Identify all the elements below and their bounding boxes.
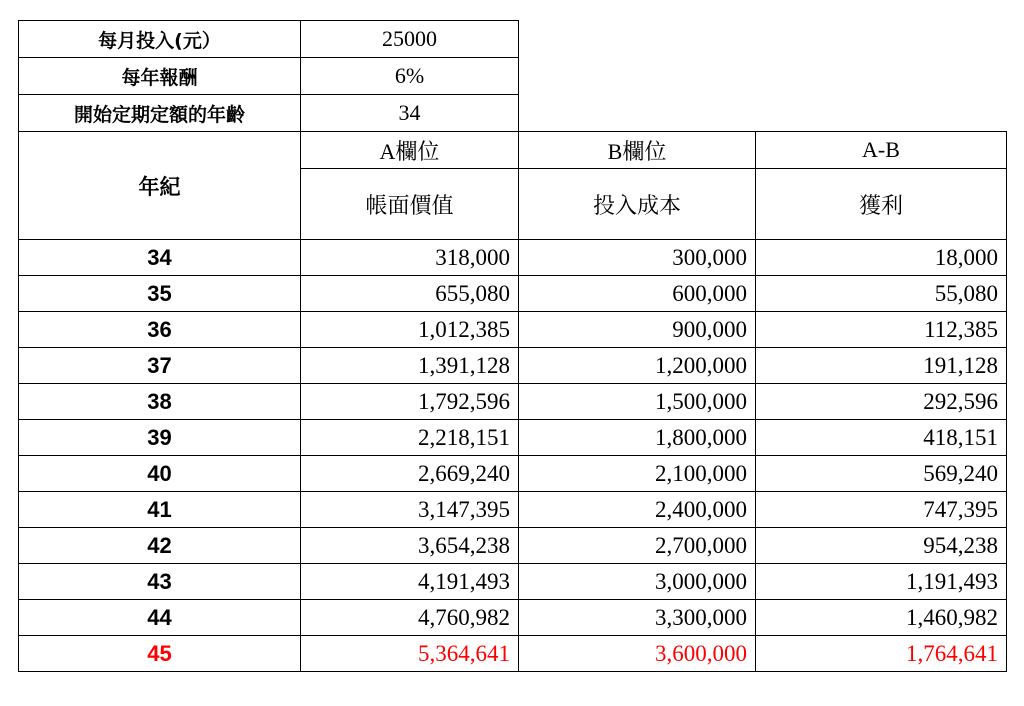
table-row-highlighted	[19, 636, 1007, 672]
age-cell: 39	[19, 420, 301, 456]
column-c-header: A-B	[756, 132, 1007, 169]
profit-cell: 418,151	[756, 420, 1007, 456]
column-letter-row	[19, 132, 1007, 169]
table-row	[19, 492, 1007, 528]
age-cell: 42	[19, 528, 301, 564]
cost-cell: 1,800,000	[519, 420, 756, 456]
cost-cell: 300,000	[519, 240, 756, 276]
profit-header: 獲利	[756, 169, 1007, 240]
book-value-cell: 4,191,493	[301, 564, 519, 600]
table-row	[19, 600, 1007, 636]
blank-cell	[519, 21, 1007, 58]
invested-cost-header: 投入成本	[519, 169, 756, 240]
cost-cell: 2,400,000	[519, 492, 756, 528]
start-age-value: 34	[301, 95, 519, 132]
table-row	[19, 348, 1007, 384]
profit-cell: 954,238	[756, 528, 1007, 564]
param-row-return	[19, 58, 1007, 95]
book-value-cell: 2,669,240	[301, 456, 519, 492]
profit-cell: 112,385	[756, 312, 1007, 348]
investment-table	[18, 20, 1007, 672]
book-value-header: 帳面價值	[301, 169, 519, 240]
book-value-cell: 3,654,238	[301, 528, 519, 564]
age-cell: 43	[19, 564, 301, 600]
profit-cell: 18,000	[756, 240, 1007, 276]
profit-cell: 747,395	[756, 492, 1007, 528]
profit-cell: 569,240	[756, 456, 1007, 492]
cost-cell: 1,200,000	[519, 348, 756, 384]
profit-cell: 1,460,982	[756, 600, 1007, 636]
age-cell: 45	[19, 636, 301, 672]
profit-cell: 55,080	[756, 276, 1007, 312]
age-cell: 38	[19, 384, 301, 420]
book-value-cell: 3,147,395	[301, 492, 519, 528]
age-cell: 40	[19, 456, 301, 492]
table-row	[19, 456, 1007, 492]
start-age-label: 開始定期定額的年齡	[19, 95, 301, 132]
cost-cell: 3,600,000	[519, 636, 756, 672]
age-cell: 34	[19, 240, 301, 276]
table-row	[19, 384, 1007, 420]
table-row	[19, 276, 1007, 312]
table-row	[19, 564, 1007, 600]
annual-return-value: 6%	[301, 58, 519, 95]
age-cell: 35	[19, 276, 301, 312]
blank-cell	[519, 95, 1007, 132]
blank-cell	[519, 58, 1007, 95]
cost-cell: 1,500,000	[519, 384, 756, 420]
table-row	[19, 240, 1007, 276]
profit-cell: 1,764,641	[756, 636, 1007, 672]
book-value-cell: 4,760,982	[301, 600, 519, 636]
profit-cell: 292,596	[756, 384, 1007, 420]
table-row	[19, 528, 1007, 564]
age-cell: 41	[19, 492, 301, 528]
age-column-header: 年紀	[19, 132, 301, 240]
cost-cell: 3,300,000	[519, 600, 756, 636]
book-value-cell: 1,391,128	[301, 348, 519, 384]
age-cell: 44	[19, 600, 301, 636]
book-value-cell: 1,792,596	[301, 384, 519, 420]
profit-cell: 191,128	[756, 348, 1007, 384]
cost-cell: 600,000	[519, 276, 756, 312]
column-b-header: B欄位	[519, 132, 756, 169]
book-value-cell: 318,000	[301, 240, 519, 276]
book-value-cell: 655,080	[301, 276, 519, 312]
book-value-cell: 5,364,641	[301, 636, 519, 672]
monthly-investment-value: 25000	[301, 21, 519, 58]
annual-return-label: 每年報酬	[19, 58, 301, 95]
cost-cell: 2,700,000	[519, 528, 756, 564]
age-cell: 36	[19, 312, 301, 348]
age-cell: 37	[19, 348, 301, 384]
cost-cell: 3,000,000	[519, 564, 756, 600]
table-row	[19, 312, 1007, 348]
param-row-start-age	[19, 95, 1007, 132]
cost-cell: 900,000	[519, 312, 756, 348]
book-value-cell: 1,012,385	[301, 312, 519, 348]
profit-cell: 1,191,493	[756, 564, 1007, 600]
column-a-header: A欄位	[301, 132, 519, 169]
cost-cell: 2,100,000	[519, 456, 756, 492]
monthly-investment-label: 每月投入(元）	[19, 21, 301, 58]
table-row	[19, 420, 1007, 456]
book-value-cell: 2,218,151	[301, 420, 519, 456]
param-row-monthly	[19, 21, 1007, 58]
